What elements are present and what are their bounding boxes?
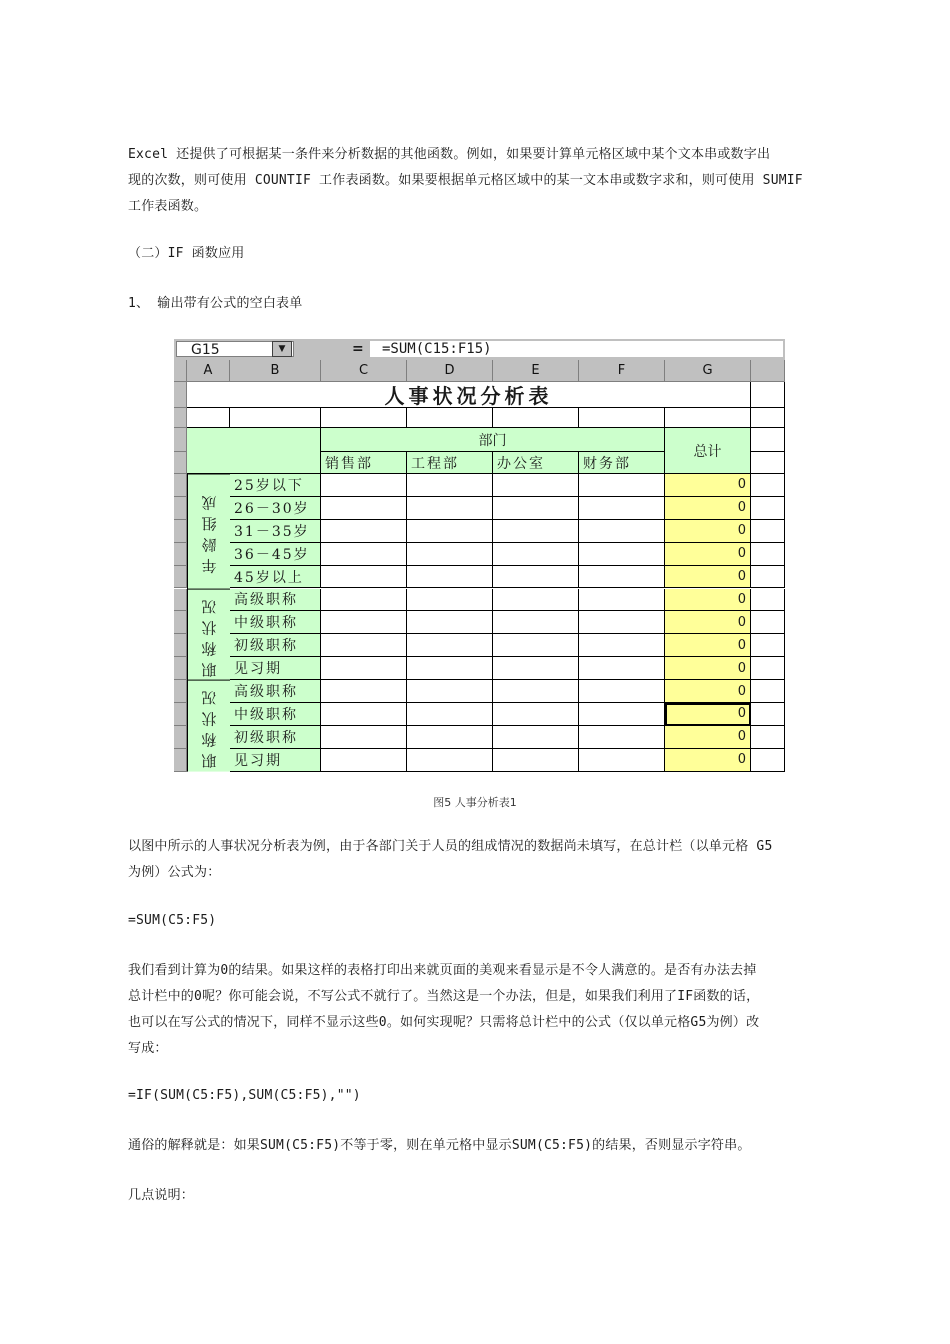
group-label[interactable]: 年龄组成 (187, 474, 230, 589)
row-label[interactable]: 高级职称 (230, 589, 321, 612)
spreadsheet-grid (174, 360, 785, 780)
body-line: 总计栏中的0呢？你可能会说，不写公式不就行了。当然这是一个办法，但是，如果我们利用了IF函数的话， (128, 989, 760, 1004)
column-header-g[interactable]: G (665, 360, 751, 382)
row-header[interactable] (174, 611, 187, 634)
data-cell[interactable] (579, 634, 665, 657)
data-cell[interactable] (579, 703, 665, 726)
row-header[interactable] (174, 382, 187, 408)
column-header-a[interactable]: A (187, 360, 230, 382)
name-box[interactable]: G15 (176, 341, 294, 357)
row-header[interactable] (174, 589, 187, 612)
data-cell[interactable] (493, 749, 579, 772)
row-label[interactable]: 25岁以下 (230, 474, 321, 497)
grid-cell[interactable] (751, 452, 785, 474)
data-cell[interactable] (407, 497, 493, 520)
data-cell[interactable] (493, 657, 579, 680)
data-cell[interactable] (321, 474, 407, 497)
data-cell[interactable] (407, 474, 493, 497)
data-cell[interactable] (321, 680, 407, 703)
grid-cell[interactable] (751, 520, 785, 543)
total-cell[interactable]: 0 (665, 497, 751, 520)
grid-cell[interactable] (751, 726, 785, 749)
column-header-b[interactable]: B (230, 360, 321, 382)
data-cell[interactable] (321, 611, 407, 634)
data-cell[interactable] (321, 543, 407, 566)
grid-cell[interactable] (321, 408, 407, 428)
grid-cell[interactable] (751, 611, 785, 634)
body-line: 我们看到计算为0的结果。如果这样的表格打印出来就页面的美观来看显示是不令人满意的。是否有办法去掉 (128, 963, 757, 978)
column-header-empty (751, 360, 785, 382)
formula-line-2: =IF(SUM(C5:F5),SUM(C5:F5),"") (128, 1088, 361, 1103)
department-label[interactable]: 财务部 (579, 452, 665, 474)
data-cell[interactable] (579, 589, 665, 612)
grid-cell[interactable] (751, 543, 785, 566)
grid-cell[interactable] (751, 703, 785, 726)
grid-cell[interactable] (751, 566, 785, 589)
grid-cell[interactable] (751, 680, 785, 703)
total-cell[interactable]: 0 (665, 474, 751, 497)
grid-cell[interactable] (751, 657, 785, 680)
row-label[interactable]: 26－30岁 (230, 497, 321, 520)
data-cell[interactable] (407, 726, 493, 749)
row-label[interactable]: 初级职称 (230, 634, 321, 657)
dropdown-arrow-icon[interactable]: ▼ (272, 341, 292, 357)
formula-line-1: =SUM(C5:F5) (128, 913, 217, 928)
data-cell[interactable] (579, 680, 665, 703)
data-cell[interactable] (407, 749, 493, 772)
grid-cell[interactable] (579, 408, 665, 428)
data-cell[interactable] (407, 634, 493, 657)
data-cell[interactable] (407, 589, 493, 612)
data-cell[interactable] (493, 543, 579, 566)
total-cell[interactable]: 0 (665, 634, 751, 657)
column-header-d[interactable]: D (407, 360, 493, 382)
data-cell[interactable] (407, 657, 493, 680)
row-header[interactable] (174, 749, 187, 772)
formula-bar (174, 339, 785, 361)
row-header[interactable] (174, 680, 187, 703)
row-label[interactable]: 中级职称 (230, 611, 321, 634)
data-cell[interactable] (321, 726, 407, 749)
row-header[interactable] (174, 520, 187, 543)
data-cell[interactable] (493, 680, 579, 703)
row-header[interactable] (174, 634, 187, 657)
data-cell[interactable] (493, 634, 579, 657)
grid-cell[interactable] (751, 634, 785, 657)
group-label[interactable]: 职称状况 (187, 589, 230, 681)
grid-cell[interactable] (751, 428, 785, 452)
row-label[interactable]: 见习期 (230, 657, 321, 680)
body-line: 写成： (128, 1041, 168, 1056)
data-cell[interactable] (493, 611, 579, 634)
data-cell[interactable] (321, 497, 407, 520)
formula-input[interactable]: =SUM(C15:F15) (370, 341, 783, 357)
row-header[interactable] (174, 408, 187, 428)
data-cell[interactable] (493, 520, 579, 543)
figure-caption: 图5 人事分析表1 (433, 796, 517, 809)
data-cell[interactable] (407, 566, 493, 589)
department-label[interactable]: 工程部 (407, 452, 493, 474)
data-cell[interactable] (321, 589, 407, 612)
data-cell[interactable] (493, 566, 579, 589)
data-cell[interactable] (579, 611, 665, 634)
total-cell[interactable]: 0 (665, 726, 751, 749)
department-label[interactable]: 办公室 (493, 452, 579, 474)
body-line: 为例）公式为： (128, 865, 221, 880)
data-cell[interactable] (493, 726, 579, 749)
data-cell[interactable] (579, 543, 665, 566)
data-cell[interactable] (579, 749, 665, 772)
row-header[interactable] (174, 543, 187, 566)
body-paragraph-1 (128, 834, 828, 886)
body-line: 也可以在写公式的情况下，同样不显示这些0。如何实现呢？只需将总计栏中的公式（仅以单元格G5为例）改 (128, 1015, 760, 1030)
row-label[interactable]: 31－35岁 (230, 520, 321, 543)
department-label[interactable]: 销售部 (321, 452, 407, 474)
grid-cell[interactable] (751, 497, 785, 520)
data-cell[interactable] (407, 680, 493, 703)
select-all-corner[interactable] (174, 360, 187, 382)
data-cell[interactable] (321, 749, 407, 772)
data-cell[interactable] (407, 703, 493, 726)
body-paragraph-3: 通俗的解释就是：如果SUM(C5:F5)不等于零，则在单元格中显示SUM(C5:F5)的结果，否则显示字符串。 (128, 1138, 751, 1153)
data-cell[interactable] (407, 611, 493, 634)
row-header[interactable] (174, 497, 187, 520)
grid-cell[interactable] (751, 749, 785, 772)
total-cell[interactable]: 0 (665, 703, 751, 726)
row-header[interactable] (174, 726, 187, 749)
data-cell[interactable] (493, 589, 579, 612)
intro-paragraph (128, 142, 828, 220)
row-label[interactable]: 高级职称 (230, 680, 321, 703)
group-label[interactable]: 职称状况 (187, 680, 230, 772)
row-header[interactable] (174, 566, 187, 589)
column-header-c[interactable]: C (321, 360, 407, 382)
data-cell[interactable] (579, 474, 665, 497)
grid-cell[interactable] (751, 474, 785, 497)
total-cell[interactable]: 0 (665, 520, 751, 543)
body-line: 以图中所示的人事状况分析表为例，由于各部门关于人员的组成情况的数据尚未填写，在总计栏（以单元格 G5 (128, 839, 773, 854)
row-header[interactable] (174, 452, 187, 474)
row-header[interactable] (174, 428, 187, 452)
row-label[interactable]: 45岁以上 (230, 566, 321, 589)
data-cell[interactable] (579, 657, 665, 680)
data-cell[interactable] (407, 543, 493, 566)
data-cell[interactable] (579, 497, 665, 520)
data-cell[interactable] (407, 520, 493, 543)
data-cell[interactable] (493, 703, 579, 726)
grid-cell[interactable] (407, 408, 493, 428)
grid-cell[interactable] (230, 408, 321, 428)
column-header-f[interactable]: F (579, 360, 665, 382)
row-header[interactable] (174, 657, 187, 680)
step-heading: 1、 输出带有公式的空白表单 (128, 296, 303, 311)
total-cell[interactable]: 0 (665, 566, 751, 589)
row-header[interactable] (174, 474, 187, 497)
grid-cell[interactable] (751, 382, 785, 408)
row-label[interactable]: 36－45岁 (230, 543, 321, 566)
data-cell[interactable] (321, 520, 407, 543)
total-cell[interactable]: 0 (665, 749, 751, 772)
column-header-e[interactable]: E (493, 360, 579, 382)
data-cell[interactable] (579, 566, 665, 589)
department-header[interactable]: 部门 (321, 428, 665, 452)
total-cell[interactable]: 0 (665, 589, 751, 612)
grid-cell[interactable] (665, 408, 751, 428)
intro-line: Excel 还提供了可根据某一条件来分析数据的其他函数。例如，如果要计算单元格区域中某个文本串或数字出 (128, 147, 771, 162)
total-header[interactable]: 总计 (665, 428, 751, 474)
total-cell[interactable]: 0 (665, 611, 751, 634)
data-cell[interactable] (579, 726, 665, 749)
body-paragraph-2 (128, 958, 828, 1062)
grid-cell[interactable] (187, 408, 230, 428)
equals-button[interactable]: = (352, 341, 364, 357)
body-paragraph-4: 几点说明： (128, 1188, 195, 1203)
intro-line: 现的次数，则可使用 COUNTIF 工作表函数。如果要根据单元格区域中的某一文本串或数字求和，则可使用 SUMIF (128, 173, 803, 188)
grid-cell[interactable] (493, 408, 579, 428)
data-cell[interactable] (493, 497, 579, 520)
intro-line: 工作表函数。 (128, 199, 208, 214)
data-cell[interactable] (321, 657, 407, 680)
excel-screenshot (174, 339, 785, 780)
data-cell[interactable] (493, 474, 579, 497)
data-cell[interactable] (579, 520, 665, 543)
total-cell[interactable]: 0 (665, 680, 751, 703)
data-cell[interactable] (321, 566, 407, 589)
data-cell[interactable] (321, 703, 407, 726)
section-heading: （二）IF 函数应用 (128, 246, 245, 261)
row-label[interactable]: 中级职称 (230, 703, 321, 726)
sheet-title[interactable]: 人事状况分析表 (187, 382, 751, 408)
total-cell[interactable]: 0 (665, 657, 751, 680)
total-cell[interactable]: 0 (665, 543, 751, 566)
grid-cell[interactable] (751, 589, 785, 612)
row-label[interactable]: 初级职称 (230, 726, 321, 749)
row-header[interactable] (174, 703, 187, 726)
row-label[interactable]: 见习期 (230, 749, 321, 772)
data-cell[interactable] (321, 634, 407, 657)
header-blank-cell[interactable] (187, 428, 321, 474)
grid-cell[interactable] (751, 408, 785, 428)
